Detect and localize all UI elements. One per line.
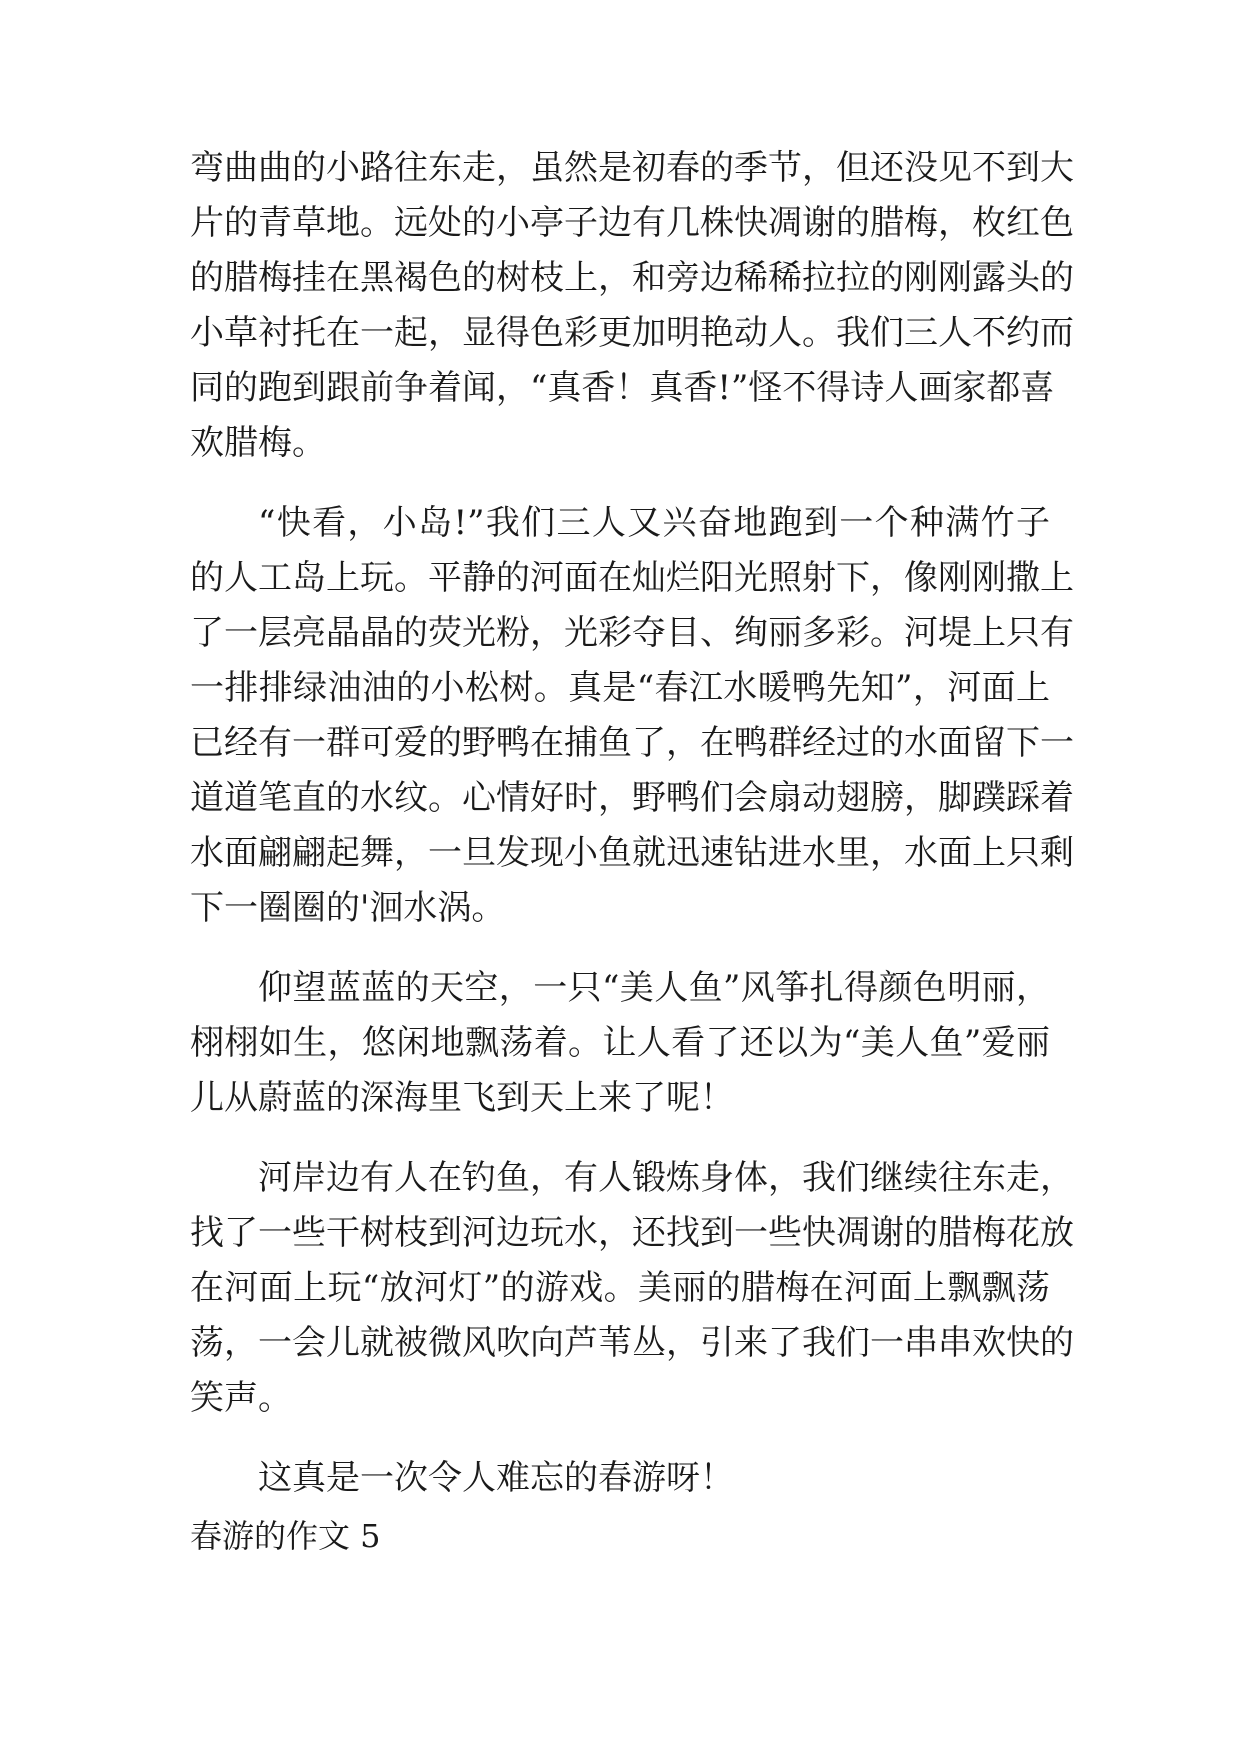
paragraph-4-line-3: 在河面上玩“放河灯”的游戏。美丽的腊梅在河面上飘飘荡	[190, 1268, 1050, 1308]
paragraph-2-line-4: 一排排绿油油的小松树。真是“春江水暖鸭先知”，河面上	[190, 668, 1050, 708]
paragraph-4-line-4: 荡，一会儿就被微风吹向芦苇丛，引来了我们一串串欢快的	[190, 1323, 1074, 1363]
paragraph-1-line-5: 同的跑到跟前争着闻，“真香！真香!”怪不得诗人画家都喜	[190, 368, 1055, 408]
paragraph-3-line-1: 仰望蓝蓝的天空，一只“美人鱼”风筝扎得颜色明丽，	[258, 968, 1050, 1008]
section-heading: 春游的作文 5	[190, 1517, 381, 1555]
paragraph-1-line-1: 弯曲曲的小路往东走，虽然是初春的季节，但还没见不到大	[190, 148, 1074, 188]
paragraph-4-line-2: 找了一些干树枝到河边玩水，还找到一些快凋谢的腊梅花放	[190, 1213, 1074, 1253]
paragraph-1-line-3: 的腊梅挂在黑褐色的树枝上，和旁边稀稀拉拉的刚刚露头的	[190, 258, 1074, 298]
paragraph-3-line-3: 儿从蔚蓝的深海里飞到天上来了呢！	[190, 1078, 734, 1118]
paragraph-2-line-5: 已经有一群可爱的野鸭在捕鱼了，在鸭群经过的水面留下一	[190, 723, 1074, 763]
paragraph-2-line-3: 了一层亮晶晶的荧光粉，光彩夺目、绚丽多彩。河堤上只有	[190, 613, 1074, 653]
paragraph-4-line-1: 河岸边有人在钓鱼，有人锻炼身体，我们继续往东走，	[258, 1158, 1074, 1198]
paragraph-5-line-1: 这真是一次令人难忘的春游呀！	[258, 1458, 734, 1498]
paragraph-2-line-2: 的人工岛上玩。平静的河面在灿烂阳光照射下，像刚刚撒上	[190, 558, 1074, 598]
paragraph-2-line-8: 下一圈圈的'洄水涡。	[190, 888, 506, 928]
paragraph-2-line-6: 道道笔直的水纹。心情好时，野鸭们会扇动翅膀，脚蹼踩着	[190, 778, 1074, 818]
paragraph-4-line-5: 笑声。	[190, 1378, 292, 1418]
paragraph-2-line-1: “快看，小岛!”我们三人又兴奋地跑到一个种满竹子	[258, 503, 1050, 543]
paragraph-3-line-2: 栩栩如生，悠闲地飘荡着。让人看了还以为“美人鱼”爱丽	[190, 1023, 1050, 1063]
paragraph-1-line-4: 小草衬托在一起，显得色彩更加明艳动人。我们三人不约而	[190, 313, 1074, 353]
paragraph-1-line-2: 片的青草地。远处的小亭子边有几株快凋谢的腊梅，枚红色	[190, 203, 1074, 243]
paragraph-2-line-7: 水面翩翩起舞，一旦发现小鱼就迅速钻进水里，水面上只剩	[190, 833, 1074, 873]
paragraph-1-line-6: 欢腊梅。	[190, 423, 326, 463]
